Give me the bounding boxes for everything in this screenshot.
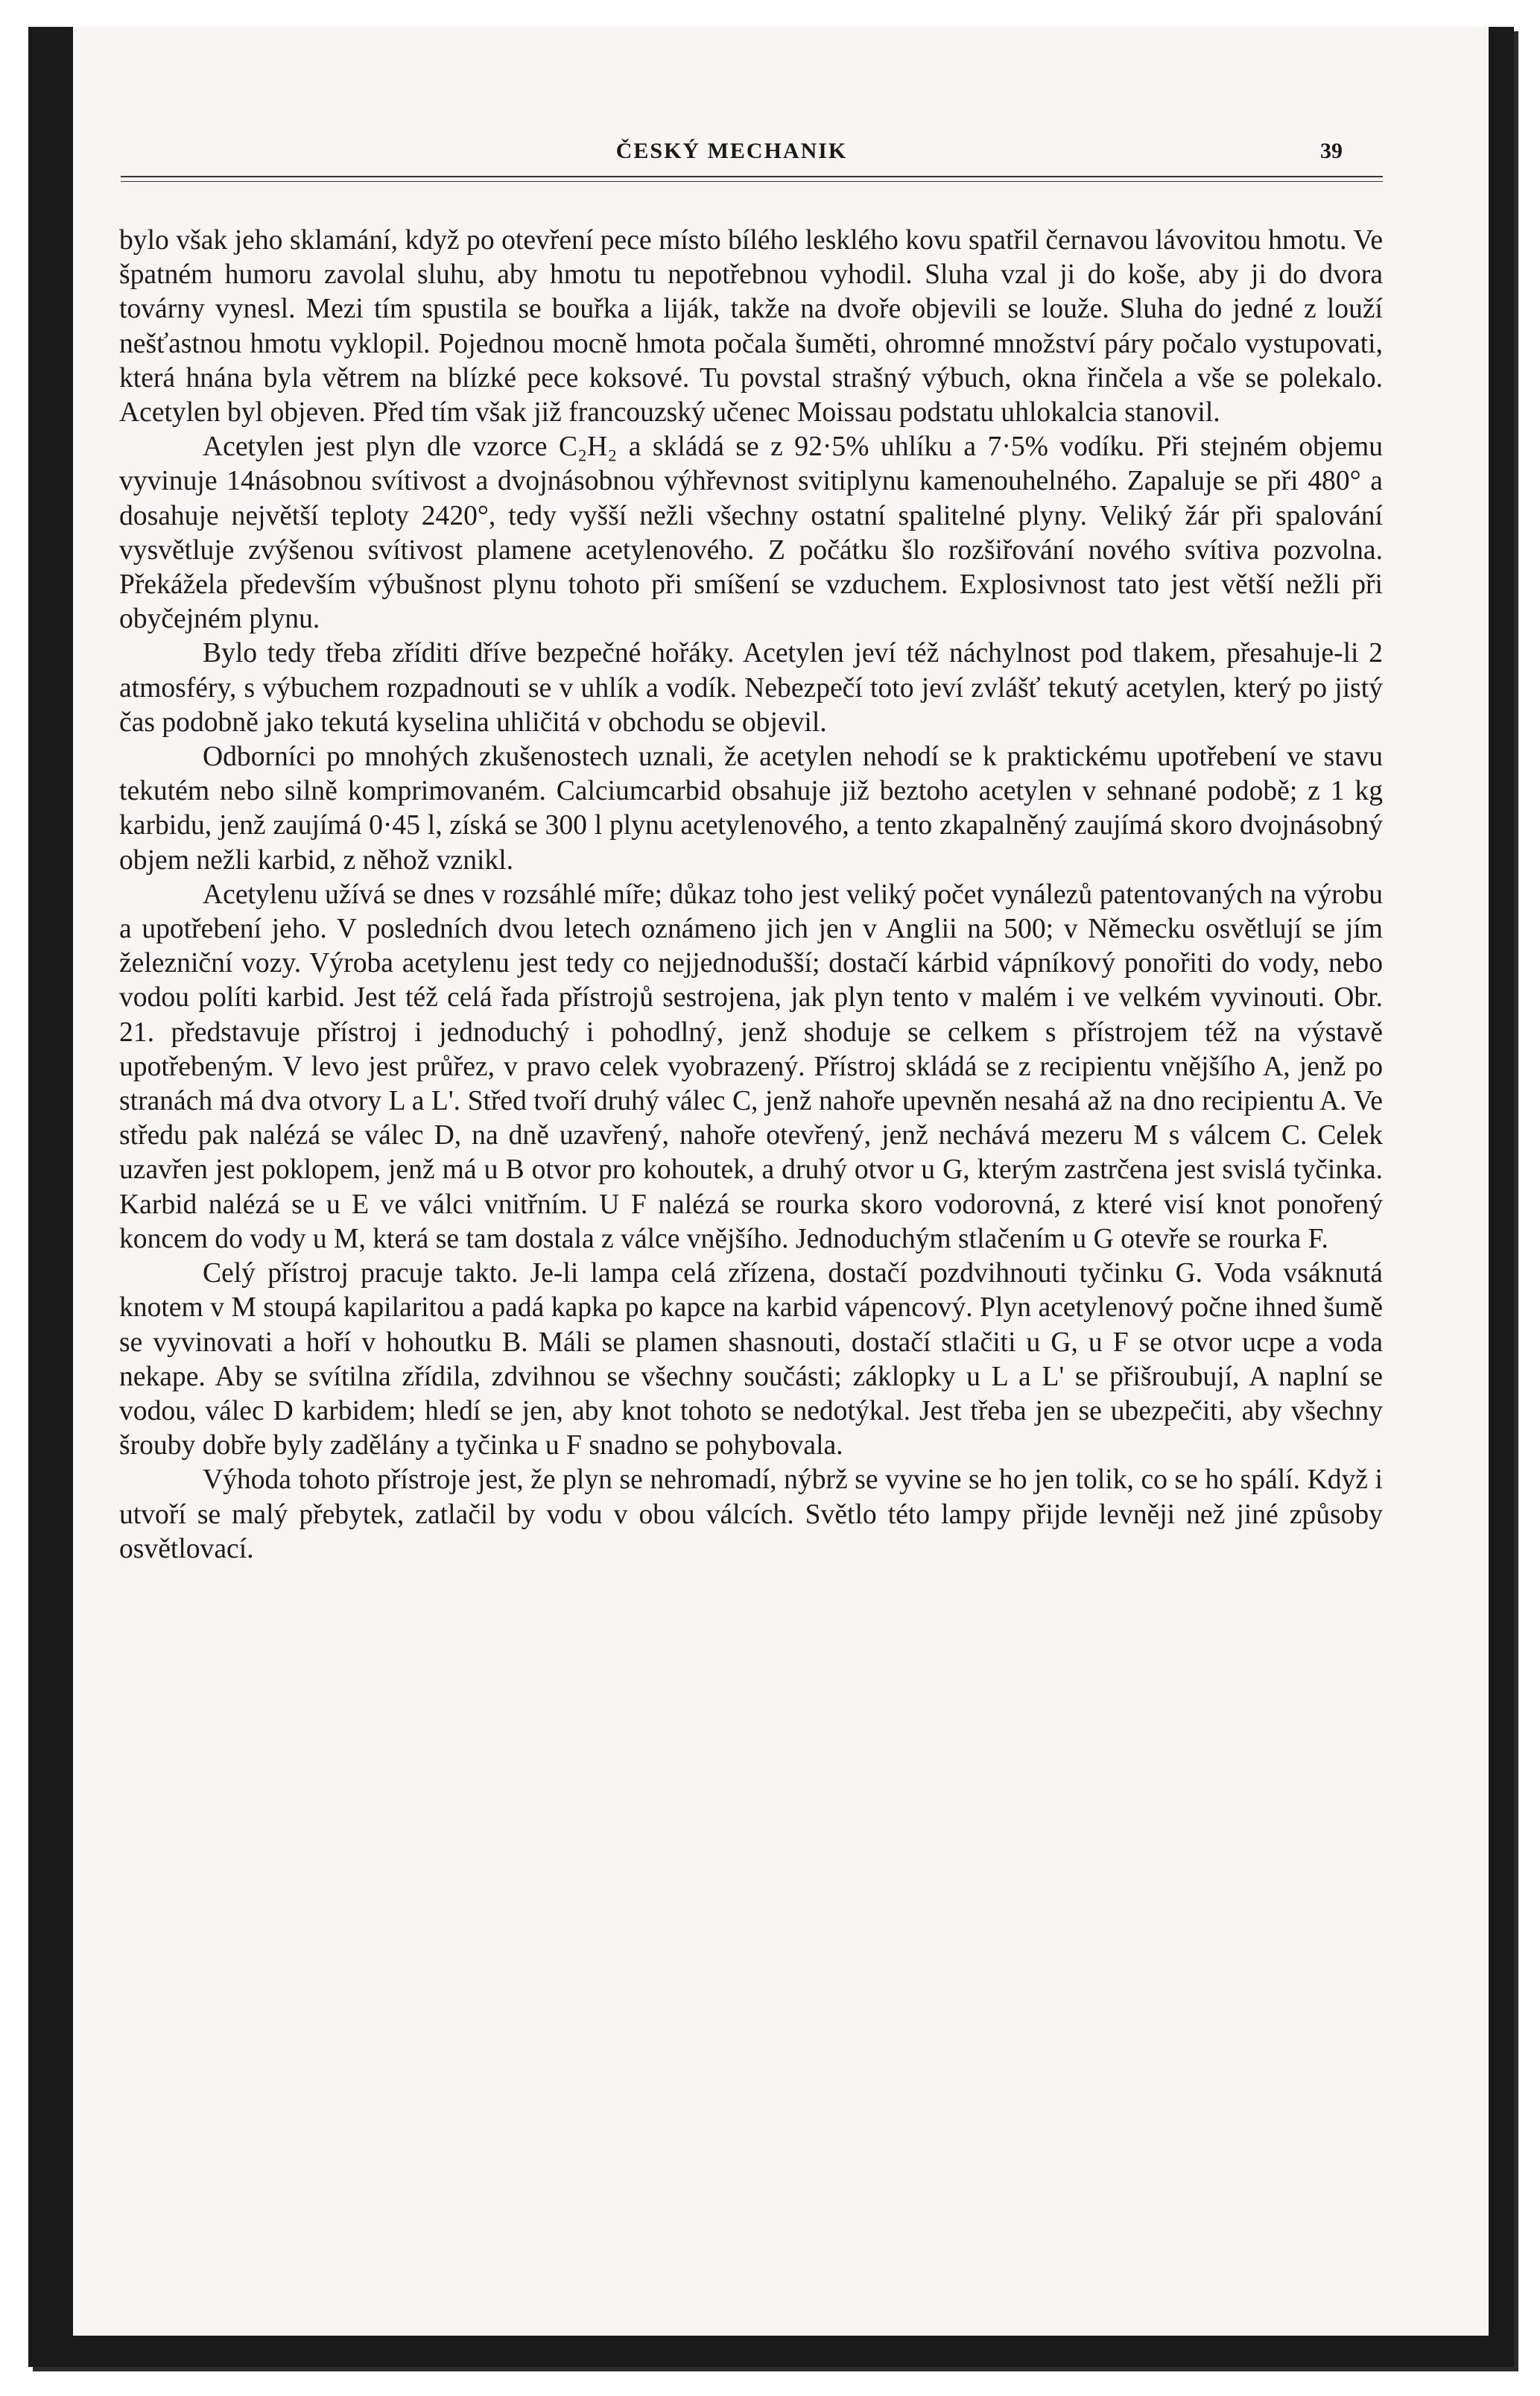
running-title: ČESKÝ MECHANIK — [615, 139, 848, 163]
paragraph-7: Výhoda tohoto přístroje jest, že plyn se nehromadí, nýbrž se vyvine se ho jen tolik, co se ho spálí. Když i utvoří se malý přebytek, zatlačil by vodu v obou válcích. Světlo této lampy přijde levněji než jiné způsoby osvětlovací. — [119, 1464, 1383, 1564]
header-rule-thin — [121, 181, 1383, 182]
paragraph-5: Acetylenu užívá se dnes v rozsáhlé míře; důkaz toho jest veliký počet vynálezů patentovaných na výrobu a upotřebení jeho. V posledních dvou letech oznámeno jich jen v Anglii na 500; v Německu osvětlují se jím železniční vozy. Výroba acetylenu jest tedy co nejjednodušší; dostačí kárbid vápníkový ponořiti do vody, nebo vodou políti karbid. Jest též celá řada přístrojů sestrojena, jak plyn tento v malém i ve velkém vyvinouti. Obr. 21. představuje přístroj i jednoduchý i pohodlný, jenž shoduje se celkem s přístrojem též na výstavě upotřebeným. V levo jest průřez, v pravo celek vyobrazený. Přístroj skládá se z recipientu vnějšího A, jenž po stranách má dva otvory L a L'. Střed tvoří druhý válec C, jenž nahoře upevněn nesahá až na dno recipientu A. Ve středu pak nalézá se válec D, na dně uzavřený, nahoře otevřený, jenž nechává mezeru M s válcem C. Celek uzavřen jest poklopem, jenž má u B otvor pro kohoutek, a druhý otvor u G, kterým zastrčena jest svislá tyčinka. Karbid nalézá se u E ve válci vnitřním. U F nalézá se rourka skoro vodorovná, z které visí knot ponořený koncem do vody u M, která se tam dostala z válce vnějšího. Jednoduchým stlačením u G otevře se rourka F. — [119, 879, 1383, 1254]
paragraph-3: Bylo tedy třeba zříditi dříve bezpečné hořáky. Acetylen jeví též náchylnost pod tlakem, přesahuje-li 2 atmosféry, s výbuchem rozpadnouti se v uhlík a vodík. Nebezpečí toto jeví zvlášť tekutý acetylen, který po jistý čas podobně jako tekutá kyselina uhličitá v obchodu se objevil. — [119, 638, 1383, 738]
article-body — [119, 224, 1383, 1567]
paragraph-1: bylo však jeho sklamání, když po otevření pece místo bílého lesklého kovu spatřil černavou lávovitou hmotu. Ve špatném humoru zavolal sluhu, aby hmotu tu nepotřebnou vyhodil. Sluha vzal ji do koše, aby ji do dvora továrny vynesl. Mezi tím spustila se bouřka a liják, takže na dvoře objevili se louže. Sluha do jedné z louží nešťastnou hmotu vyklopil. Pojednou mocně hmota počala šuměti, ohromné množství páry počalo vystupovati, která hnána byla větrem na blízké pece koksové. Tu povstal strašný výbuch, okna řinčela a vše se polekalo. Acetylen byl objeven. Před tím však již francouzský učenec Moissau podstatu uhlokalcia stanovil. — [119, 225, 1383, 429]
paragraph-6: Celý přístroj pracuje takto. Je-li lampa celá zřízena, dostačí pozdvihnouti tyčinku G. Voda vsáknutá knotem v M stoupá kapilaritou a padá kapka po kapce na karbid vápencový. Plyn acetylenový počne ihned šumě se vyvinovati a hoří v hohoutku B. Máli se plamen shasnouti, dostačí stlačiti u G, u F se otvor ucpe a voda nekape. Aby se svítilna zřídila, zdvihnou se všechny součásti; záklopky u L a L' se přišroubují, A naplní se vodou, válec D karbidem; hledí se jen, aby knot tohoto se nedotýkal. Jest třeba jen se ubezpečiti, aby všechny šrouby dobře byly zadělány a tyčinka u F snadno se pohybovala. — [119, 1258, 1383, 1461]
paragraph-4: Odborníci po mnohých zkušenostech uznali, že acetylen nehodí se k praktickému upotřebení ve stavu tekutém nebo silně komprimovaném. Calciumcarbid obsahuje již beztoho acetylen v sehnané podobě; z 1 kg karbidu, jenž zaujímá 0·45 l, získá se 300 l plynu acetylenového, a tento zkapalněný zaujímá skoro dvojnásobný objem nežli karbid, z něhož vznikl. — [119, 742, 1383, 876]
page-number: 39 — [1320, 139, 1343, 163]
paragraph-2: Acetylen jest plyn dle vzorce C₂H₂ a skládá se z 92·5% uhlíku a 7·5% vodíku. Při stejném objemu vyvinuje 14násobnou svítivost a dvojnásobnou výhřevnost svitiplynu kamenouhelného. Zapaluje se při 480° a dosahuje největší teploty 2420°, tedy vyšší nežli všechny ostatní spalitelné plyny. Veliký žár při spalování vysvětluje zvýšenou svítivost plamene acetylenového. Z počátku šlo rozšiřování nového svítiva pozvolna. Překážela především výbušnost plynu tohoto při smíšení se vzduchem. Explosivnost tato jest větší nežli při obyčejném plynu. — [119, 432, 1383, 635]
header-rule — [121, 176, 1383, 177]
